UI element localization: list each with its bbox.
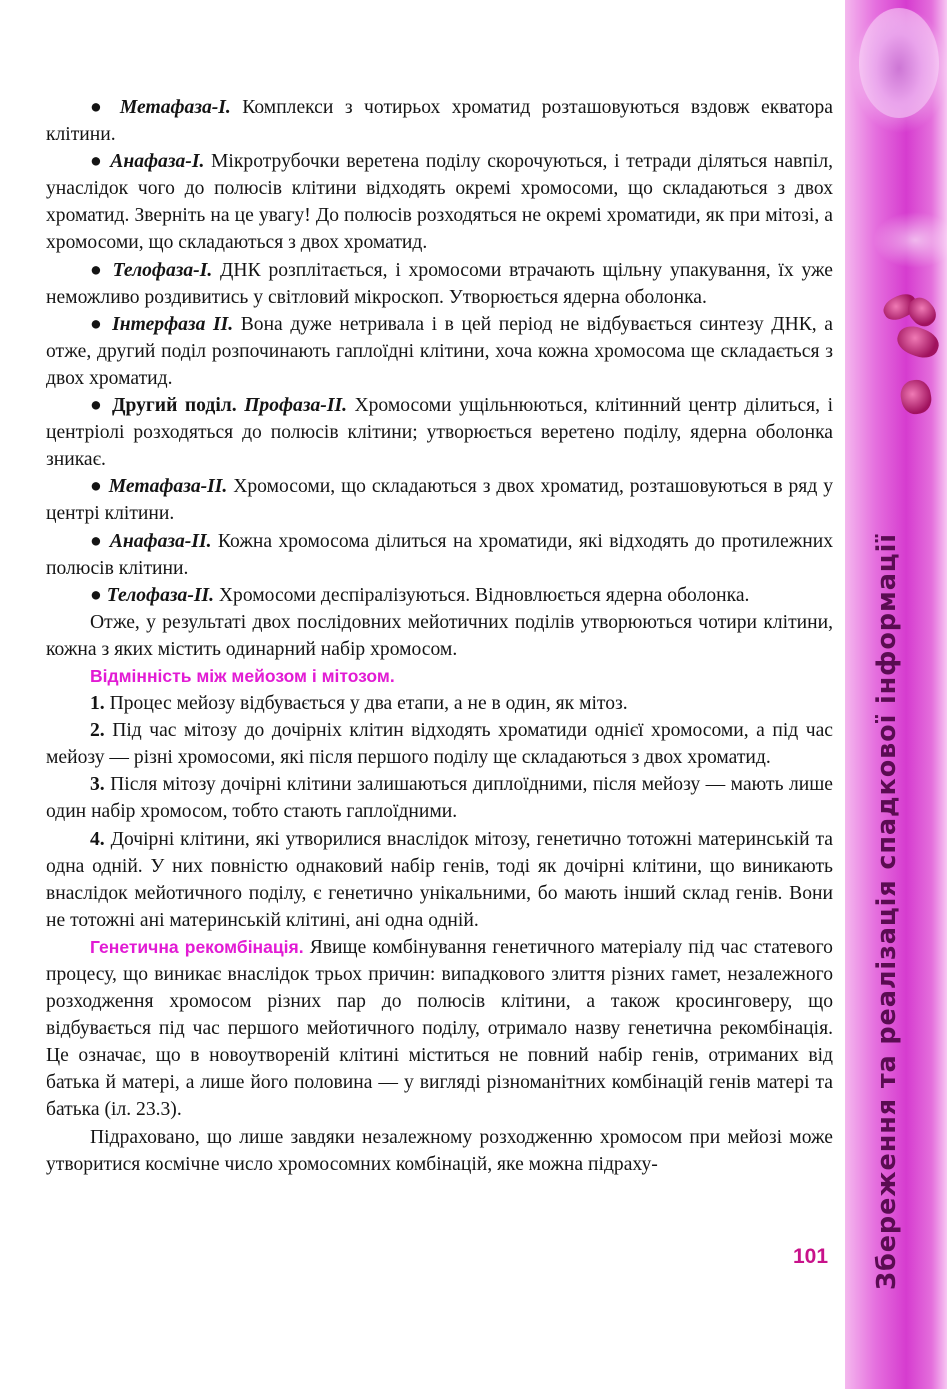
section-side-title: Збереження та реалізація спадкової інформації <box>872 533 902 1290</box>
body-text <box>46 94 833 1178</box>
term: Метафаза-ІІ. <box>108 476 228 498</box>
term: Анафаза-ІІ. <box>109 530 212 552</box>
paragraph: Генетична рекомбінація. Явище комбінування генетичного матеріалу під час статевого процесу, що виникає внаслідок трьох причин: випадкового злиття різних гамет, незалежного розходження хромосом різних пар до полюсів клітини, а також кросинговеру, що відбувається під час першого мейотичного поділу, отримало назву генетична рекомбінація. Це означає, що в новоутвореній клітині міститься не повний набір генів, отриманих від батька й матері, а лише його половина — у вигляді різноманітних комбінацій генів матері та батька (іл. 23.3). <box>46 936 833 1121</box>
term-heading: Генетична рекомбінація. <box>90 936 304 957</box>
heading: Другий поділ. <box>111 395 237 417</box>
subheading: Відмінність між мейозом і мітозом. <box>90 665 395 686</box>
paragraph: Підраховано, що лише завдяки незалежному розходженню хромосом при мейозі може утворитися космічне число хромосомних комбінацій, яке можна підраху- <box>46 1126 833 1175</box>
page-number: 101 <box>793 1245 829 1268</box>
paragraph: ● Телофаза-І. ДНК розплітається, і хромосоми втрачають щільну упакування, їх уже неможливо роздивитись у світловий мікроскоп. Утворюється ядерна оболонка. <box>46 259 834 308</box>
paragraph: ● Телофаза-ІІ. Хромосоми деспіралізуються. Відновлюється ядерна оболонка. <box>90 584 750 606</box>
list-item: 3. Після мітозу дочірні клітини залишаються диплоїдними, після мейозу — мають лише один набір хромосом, тобто стають гаплоїдними. <box>46 774 833 823</box>
paragraph: ● Метафаза-І. Комплекси з чотирьох хроматид розташовуються вздовж екватора клітини. <box>46 97 833 146</box>
cell-illustration-icon <box>859 8 939 118</box>
term: Профаза-ІІ. <box>236 395 347 417</box>
term: Інтерфаза ІІ. <box>112 313 234 335</box>
term: Телофаза-І. <box>112 259 213 281</box>
term: Телофаза-ІІ. <box>106 584 214 606</box>
term: Анафаза-І. <box>110 151 205 173</box>
chromosome-illustration-icon <box>898 378 933 417</box>
paragraph: ● Метафаза-ІІ. Хромосоми, що складаються з двох хроматид, розташовуються в ряд у центрі клітини. <box>46 476 833 525</box>
term: Метафаза-І. <box>119 97 231 118</box>
paragraph: Отже, у результаті двох послідовних мейотичних поділів утворюються чотири клітини, кожна з яких містить одинарний набір хромосом. <box>46 611 833 660</box>
paragraph: ● Інтерфаза ІІ. Вона дуже нетривала і в цей період не відбувається синтезу ДНК, а отже, другий поділ розпочинають гаплоїдні клітини, хоча кожна хромосома ще складається з двох хроматид. <box>46 313 833 389</box>
paragraph: ● Анафаза-ІІ. Кожна хромосома ділиться на хроматиди, які відходять до протилежних полюсів клітини. <box>46 530 834 579</box>
list-item: 1. Процес мейозу відбувається у два етапи, а не в один, як мітоз. <box>90 693 628 715</box>
chromosome-illustration-icon <box>893 322 942 363</box>
list-item: 4. Дочірні клітини, які утворилися внаслідок мітозу, генетично тотожні материнській та одна одній. У них повністю однаковий набір генів, тоді як дочірні клітини, що виникають внаслідок мейотичного поділу, є генетично унікальними, бо мають інший склад генів. Вони не тотожні ані материнській клітині, ані одна одній. <box>46 828 833 931</box>
paragraph: ● Анафаза-І. Мікротрубочки веретена поділу скорочуються, і тетради діляться навпіл, унаслідок чого до полюсів клітини відходять окремі хромосоми, що складаються з двох хроматид. Зверніть на це увагу! До полюсів розходяться не окремі хроматиди, як при мітозі, а хромосоми, що складаються з двох хроматид. <box>46 151 834 254</box>
paragraph: ● Другий поділ. Профаза-ІІ. Хромосоми ущільнюються, клітинний центр ділиться, і центріолі розходяться до полюсів клітини; утворюється веретено поділу, ядерна оболонка зникає. <box>46 395 834 471</box>
list-item: 2. Під час мітозу до дочірніх клітин відходять хроматиди однієї хромосоми, а під час мейозу — різні хромосоми, які після першого поділу ще складаються з двох хроматид. <box>46 720 833 769</box>
side-decoration-band <box>845 0 947 1389</box>
